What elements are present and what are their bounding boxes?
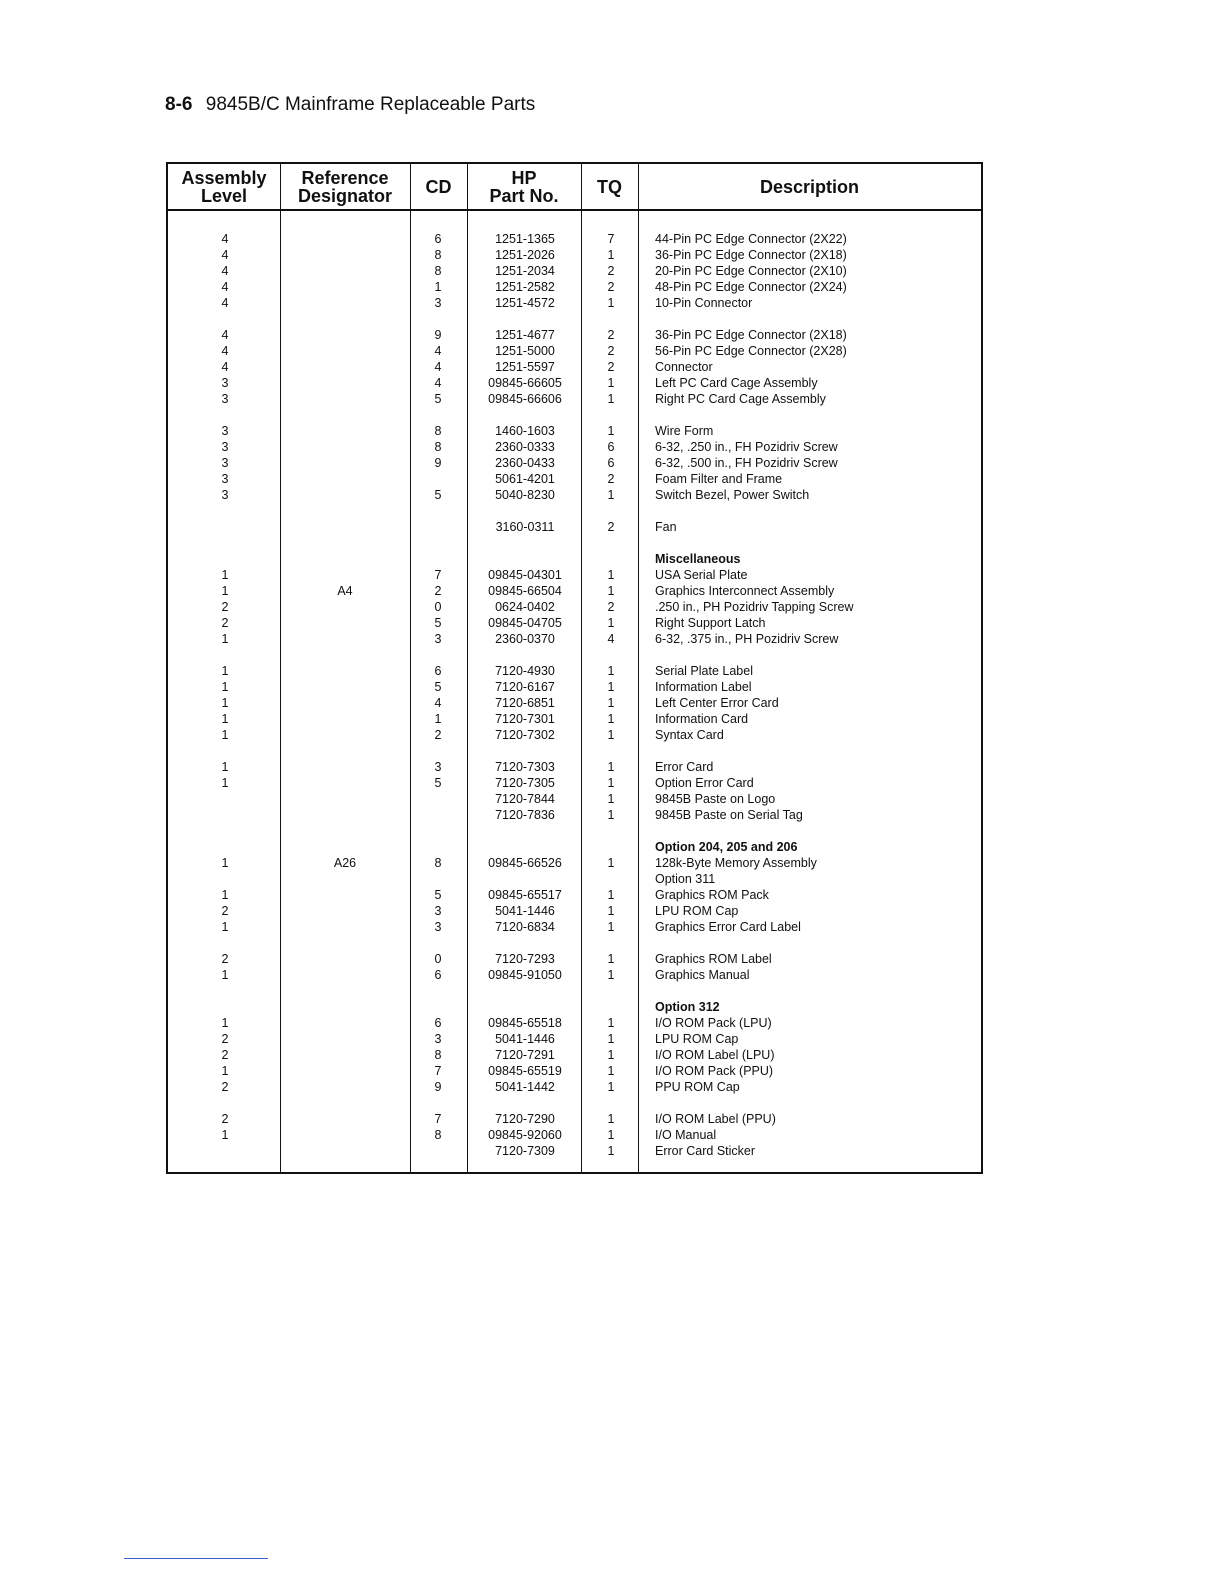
cell-tq: 7 — [607, 232, 615, 246]
cell-tq: 1 — [607, 616, 615, 630]
cell-desc: Foam Filter and Frame — [655, 472, 783, 486]
table-row — [168, 599, 981, 615]
cell-desc: I/O ROM Label (LPU) — [655, 1048, 775, 1062]
cell-part: 09845-92060 — [488, 1128, 562, 1142]
cell-cd: 7 — [434, 1112, 442, 1126]
cell-tq: 1 — [607, 968, 615, 982]
cell-desc: 36-Pin PC Edge Connector (2X18) — [655, 328, 847, 342]
cell-desc: 6-32, .500 in., FH Pozidriv Screw — [655, 456, 838, 470]
table-row — [168, 439, 981, 455]
cell-tq: 1 — [607, 696, 615, 710]
cell-part: 1251-2582 — [495, 280, 555, 294]
cell-tq: 1 — [607, 728, 615, 742]
cell-desc: 10-Pin Connector — [655, 296, 753, 310]
cell-desc: Graphics ROM Pack — [655, 888, 769, 902]
cell-desc: I/O ROM Pack (PPU) — [655, 1064, 774, 1078]
cell-level: 1 — [221, 664, 229, 678]
cell-desc: 9845B Paste on Logo — [655, 792, 776, 806]
cell-tq: 2 — [607, 520, 615, 534]
cell-desc: LPU ROM Cap — [655, 904, 739, 918]
cell-part: 7120-4930 — [495, 664, 555, 678]
cell-cd: 2 — [434, 584, 442, 598]
cell-level: 1 — [221, 1016, 229, 1030]
header-tq-label: TQ — [597, 176, 622, 197]
cell-desc: PPU ROM Cap — [655, 1080, 740, 1094]
header-hp-part-no-line1: HP — [511, 167, 537, 188]
header-tq — [581, 164, 638, 209]
cell-tq: 1 — [607, 904, 615, 918]
cell-level: 2 — [221, 616, 229, 630]
cell-level: 1 — [221, 760, 229, 774]
table-row — [168, 1079, 981, 1095]
cell-level: 2 — [221, 1080, 229, 1094]
table-row — [168, 247, 981, 263]
cell-level: 1 — [221, 856, 229, 870]
cell-cd: 3 — [434, 760, 442, 774]
cell-desc: Option Error Card — [655, 776, 754, 790]
cell-desc: Option 311 — [655, 872, 716, 886]
page-number: 8-6 — [165, 94, 193, 115]
cell-level: 3 — [221, 472, 229, 486]
cell-desc: 44-Pin PC Edge Connector (2X22) — [655, 232, 847, 246]
cell-cd: 5 — [434, 776, 442, 790]
cell-level: 1 — [221, 632, 229, 646]
cell-desc: Error Card Sticker — [655, 1144, 756, 1158]
cell-tq: 1 — [607, 392, 615, 406]
header-assembly-level — [168, 164, 280, 209]
table-row — [168, 903, 981, 919]
cell-tq: 1 — [607, 776, 615, 790]
cell-level: 1 — [221, 696, 229, 710]
table-row — [168, 1031, 981, 1047]
section-heading-row — [168, 551, 981, 567]
table-row — [168, 695, 981, 711]
cell-part: 7120-7836 — [495, 808, 555, 822]
cell-part: 5040-8230 — [495, 488, 555, 502]
cell-tq: 1 — [607, 1064, 615, 1078]
cell-cd: 5 — [434, 680, 442, 694]
cell-desc: 128k-Byte Memory Assembly — [655, 856, 817, 870]
table-row — [168, 615, 981, 631]
table-row — [168, 663, 981, 679]
table-row — [168, 567, 981, 583]
cell-tq: 2 — [607, 344, 615, 358]
table-row — [168, 455, 981, 471]
cell-cd: 8 — [434, 1048, 442, 1062]
cell-part: 0624-0402 — [495, 600, 555, 614]
table-row — [168, 775, 981, 791]
cell-part: 7120-7290 — [495, 1112, 555, 1126]
cell-level: 4 — [221, 248, 229, 262]
section-heading-row — [168, 839, 981, 855]
cell-part: 2360-0433 — [495, 456, 555, 470]
cell-desc: Fan — [655, 520, 677, 534]
cell-tq: 1 — [607, 376, 615, 390]
header-reference-designator-line2: Designator — [297, 185, 393, 206]
page-title: 9845B/C Mainframe Replaceable Parts — [205, 94, 536, 115]
cell-part: 1251-2026 — [495, 248, 555, 262]
cell-level: 1 — [221, 568, 229, 582]
cell-cd: 3 — [434, 904, 442, 918]
table-row — [168, 679, 981, 695]
cell-part: 1251-4572 — [495, 296, 555, 310]
cell-cd: 4 — [434, 696, 442, 710]
cell-level: 3 — [221, 456, 229, 470]
cell-part: 7120-7303 — [495, 760, 555, 774]
cell-part: 7120-7291 — [495, 1048, 555, 1062]
cell-part: 7120-7844 — [495, 792, 555, 806]
cell-part: 5041-1446 — [495, 904, 555, 918]
cell-cd: 1 — [434, 712, 442, 726]
table-row — [168, 343, 981, 359]
cell-tq: 1 — [607, 680, 615, 694]
table-row — [168, 887, 981, 903]
cell-cd: 6 — [434, 664, 442, 678]
table-row — [168, 263, 981, 279]
cell-desc: Syntax Card — [655, 728, 724, 742]
cell-cd: 0 — [434, 600, 442, 614]
cell-tq: 1 — [607, 584, 615, 598]
section-heading-row — [168, 999, 981, 1015]
cell-tq: 1 — [607, 1048, 615, 1062]
table-row — [168, 375, 981, 391]
cell-cd: 3 — [434, 920, 442, 934]
cell-tq: 1 — [607, 1112, 615, 1126]
table-row — [168, 1015, 981, 1031]
cell-level: 1 — [221, 1064, 229, 1078]
cell-cd: 8 — [434, 424, 442, 438]
cell-cd: 5 — [434, 616, 442, 630]
table-row — [168, 967, 981, 983]
cell-desc: 20-Pin PC Edge Connector (2X10) — [655, 264, 847, 278]
cell-level: 2 — [221, 1032, 229, 1046]
cell-cd: 1 — [434, 280, 442, 294]
cell-tq: 1 — [607, 856, 615, 870]
page-header — [165, 94, 535, 116]
cell-level: 4 — [221, 264, 229, 278]
cell-desc: Right Support Latch — [655, 616, 766, 630]
cell-desc: LPU ROM Cap — [655, 1032, 739, 1046]
cell-tq: 1 — [607, 792, 615, 806]
cell-level: 2 — [221, 1048, 229, 1062]
cell-desc: Graphics Interconnect Assembly — [655, 584, 835, 598]
cell-part: 2360-0370 — [495, 632, 555, 646]
cell-ref: A26 — [333, 856, 357, 870]
cell-part: 7120-6167 — [495, 680, 555, 694]
cell-level: 4 — [221, 344, 229, 358]
cell-desc: Information Label — [655, 680, 752, 694]
cell-part: 09845-04705 — [488, 616, 562, 630]
cell-desc: Left Center Error Card — [655, 696, 779, 710]
cell-cd: 4 — [434, 360, 442, 374]
cell-part: 09845-66504 — [488, 584, 562, 598]
cell-cd: 4 — [434, 344, 442, 358]
table-row — [168, 791, 981, 807]
cell-part: 7120-7293 — [495, 952, 555, 966]
header-cd-label: CD — [425, 176, 452, 197]
header-assembly-level-line1: Assembly — [181, 167, 267, 188]
cell-desc: 56-Pin PC Edge Connector (2X28) — [655, 344, 847, 358]
cell-cd: 0 — [434, 952, 442, 966]
cell-desc: I/O ROM Pack (LPU) — [655, 1016, 772, 1030]
table-row — [168, 727, 981, 743]
section-heading: Option 204, 205 and 206 — [655, 840, 798, 854]
cell-level: 1 — [221, 712, 229, 726]
cell-level: 3 — [221, 392, 229, 406]
cell-cd: 7 — [434, 568, 442, 582]
cell-desc: Connector — [655, 360, 713, 374]
cell-tq: 2 — [607, 264, 615, 278]
cell-level: 2 — [221, 952, 229, 966]
cell-tq: 6 — [607, 440, 615, 454]
cell-desc: Graphics Manual — [655, 968, 750, 982]
cell-part: 5061-4201 — [495, 472, 555, 486]
cell-tq: 1 — [607, 1016, 615, 1030]
table-row — [168, 471, 981, 487]
table-row — [168, 1111, 981, 1127]
cell-cd: 7 — [434, 1064, 442, 1078]
cell-desc: 9845B Paste on Serial Tag — [655, 808, 803, 822]
cell-tq: 1 — [607, 568, 615, 582]
cell-cd: 8 — [434, 440, 442, 454]
cell-level: 1 — [221, 920, 229, 934]
header-assembly-level-line2: Level — [200, 185, 248, 206]
cell-cd: 2 — [434, 728, 442, 742]
cell-desc: 6-32, .250 in., FH Pozidriv Screw — [655, 440, 838, 454]
cell-tq: 1 — [607, 808, 615, 822]
table-row — [168, 1143, 981, 1159]
section-heading: Miscellaneous — [655, 552, 741, 566]
cell-tq: 1 — [607, 952, 615, 966]
cell-part: 09845-66605 — [488, 376, 562, 390]
table-row — [168, 583, 981, 599]
table-row — [168, 487, 981, 503]
cell-tq: 1 — [607, 248, 615, 262]
cell-level: 2 — [221, 1112, 229, 1126]
cell-part: 09845-65519 — [488, 1064, 562, 1078]
cell-cd: 3 — [434, 1032, 442, 1046]
cell-cd: 3 — [434, 632, 442, 646]
cell-level: 1 — [221, 888, 229, 902]
table-row — [168, 231, 981, 247]
cell-tq: 1 — [607, 760, 615, 774]
cell-part: 1251-5000 — [495, 344, 555, 358]
cell-level: 4 — [221, 280, 229, 294]
cell-part: 1251-1365 — [495, 232, 555, 246]
cell-part: 7120-6851 — [495, 696, 555, 710]
cell-cd: 9 — [434, 328, 442, 342]
cell-ref: A4 — [337, 584, 353, 598]
cell-part: 09845-65518 — [488, 1016, 562, 1030]
cell-tq: 1 — [607, 712, 615, 726]
cell-cd: 3 — [434, 296, 442, 310]
cell-cd: 8 — [434, 248, 442, 262]
table-row — [168, 1047, 981, 1063]
header-description — [638, 164, 981, 209]
cell-desc: Left PC Card Cage Assembly — [655, 376, 818, 390]
cell-level: 1 — [221, 776, 229, 790]
table-row — [168, 711, 981, 727]
table-row — [168, 1127, 981, 1143]
cell-cd: 6 — [434, 232, 442, 246]
cell-desc: Graphics ROM Label — [655, 952, 772, 966]
cell-level: 4 — [221, 296, 229, 310]
cell-tq: 2 — [607, 328, 615, 342]
table-row — [168, 855, 981, 871]
cell-cd: 9 — [434, 456, 442, 470]
cell-desc: 6-32, .375 in., PH Pozidriv Screw — [655, 632, 839, 646]
cell-level: 1 — [221, 584, 229, 598]
cell-tq: 1 — [607, 424, 615, 438]
cell-tq: 1 — [607, 488, 615, 502]
cell-level: 1 — [221, 1128, 229, 1142]
cell-cd: 8 — [434, 1128, 442, 1142]
cell-cd: 4 — [434, 376, 442, 390]
cell-cd: 8 — [434, 856, 442, 870]
table-row — [168, 871, 981, 887]
cell-cd: 5 — [434, 888, 442, 902]
cell-desc: .250 in., PH Pozidriv Tapping Screw — [655, 600, 854, 614]
cell-tq: 1 — [607, 920, 615, 934]
section-heading: Option 312 — [655, 1000, 720, 1014]
cell-level: 1 — [221, 680, 229, 694]
cell-part: 5041-1446 — [495, 1032, 555, 1046]
cell-desc: Information Card — [655, 712, 749, 726]
header-hp-part-no-line2: Part No. — [489, 185, 559, 206]
cell-tq: 1 — [607, 1128, 615, 1142]
table-row — [168, 1063, 981, 1079]
cell-desc: USA Serial Plate — [655, 568, 748, 582]
cell-part: 09845-65517 — [488, 888, 562, 902]
cell-tq: 2 — [607, 280, 615, 294]
footer-rule — [124, 1558, 268, 1559]
table-row — [168, 295, 981, 311]
cell-part: 1251-2034 — [495, 264, 555, 278]
cell-level: 3 — [221, 376, 229, 390]
cell-desc: Serial Plate Label — [655, 664, 753, 678]
cell-tq: 1 — [607, 888, 615, 902]
cell-desc: Right PC Card Cage Assembly — [655, 392, 826, 406]
cell-desc: 48-Pin PC Edge Connector (2X24) — [655, 280, 847, 294]
table-row — [168, 327, 981, 343]
header-hp-part-no — [467, 164, 581, 209]
cell-tq: 1 — [607, 1144, 615, 1158]
cell-part: 09845-91050 — [488, 968, 562, 982]
table-row — [168, 391, 981, 407]
cell-part: 7120-6834 — [495, 920, 555, 934]
cell-tq: 1 — [607, 296, 615, 310]
table-row — [168, 919, 981, 935]
cell-part: 7120-7302 — [495, 728, 555, 742]
cell-tq: 1 — [607, 1032, 615, 1046]
table-row — [168, 359, 981, 375]
table-row — [168, 279, 981, 295]
cell-tq: 1 — [607, 664, 615, 678]
parts-table — [166, 162, 983, 1174]
cell-tq: 2 — [607, 600, 615, 614]
header-reference-designator — [280, 164, 410, 209]
header-cd — [410, 164, 467, 209]
cell-part: 1251-4677 — [495, 328, 555, 342]
cell-level: 2 — [221, 904, 229, 918]
cell-part: 1460-1603 — [495, 424, 555, 438]
cell-level: 3 — [221, 488, 229, 502]
cell-tq: 1 — [607, 1080, 615, 1094]
cell-desc: Switch Bezel, Power Switch — [655, 488, 810, 502]
cell-level: 2 — [221, 600, 229, 614]
cell-part: 5041-1442 — [495, 1080, 555, 1094]
cell-part: 1251-5597 — [495, 360, 555, 374]
cell-cd: 9 — [434, 1080, 442, 1094]
table-row — [168, 807, 981, 823]
cell-desc: 36-Pin PC Edge Connector (2X18) — [655, 248, 847, 262]
cell-part: 7120-7305 — [495, 776, 555, 790]
cell-cd: 5 — [434, 392, 442, 406]
cell-desc: Graphics Error Card Label — [655, 920, 801, 934]
header-reference-designator-line1: Reference — [301, 167, 389, 188]
header-divider — [168, 209, 981, 211]
cell-desc: I/O ROM Label (PPU) — [655, 1112, 776, 1126]
header-description-label: Description — [759, 176, 860, 197]
cell-tq: 2 — [607, 472, 615, 486]
cell-part: 2360-0333 — [495, 440, 555, 454]
cell-cd: 5 — [434, 488, 442, 502]
cell-level: 3 — [221, 424, 229, 438]
cell-desc: Wire Form — [655, 424, 714, 438]
table-row — [168, 423, 981, 439]
table-row — [168, 631, 981, 647]
cell-cd: 8 — [434, 264, 442, 278]
cell-part: 09845-66526 — [488, 856, 562, 870]
cell-level: 4 — [221, 328, 229, 342]
table-row — [168, 951, 981, 967]
cell-tq: 6 — [607, 456, 615, 470]
cell-level: 1 — [221, 968, 229, 982]
cell-part: 09845-66606 — [488, 392, 562, 406]
cell-level: 4 — [221, 360, 229, 374]
cell-desc: Error Card — [655, 760, 714, 774]
cell-cd: 6 — [434, 968, 442, 982]
cell-level: 1 — [221, 728, 229, 742]
cell-cd: 6 — [434, 1016, 442, 1030]
cell-part: 7120-7309 — [495, 1144, 555, 1158]
cell-desc: I/O Manual — [655, 1128, 717, 1142]
cell-level: 3 — [221, 440, 229, 454]
cell-level: 4 — [221, 232, 229, 246]
cell-part: 09845-04301 — [488, 568, 562, 582]
cell-part: 7120-7301 — [495, 712, 555, 726]
cell-tq: 4 — [607, 632, 615, 646]
cell-tq: 2 — [607, 360, 615, 374]
table-row — [168, 759, 981, 775]
cell-part: 3160-0311 — [495, 520, 555, 534]
table-row — [168, 519, 981, 535]
